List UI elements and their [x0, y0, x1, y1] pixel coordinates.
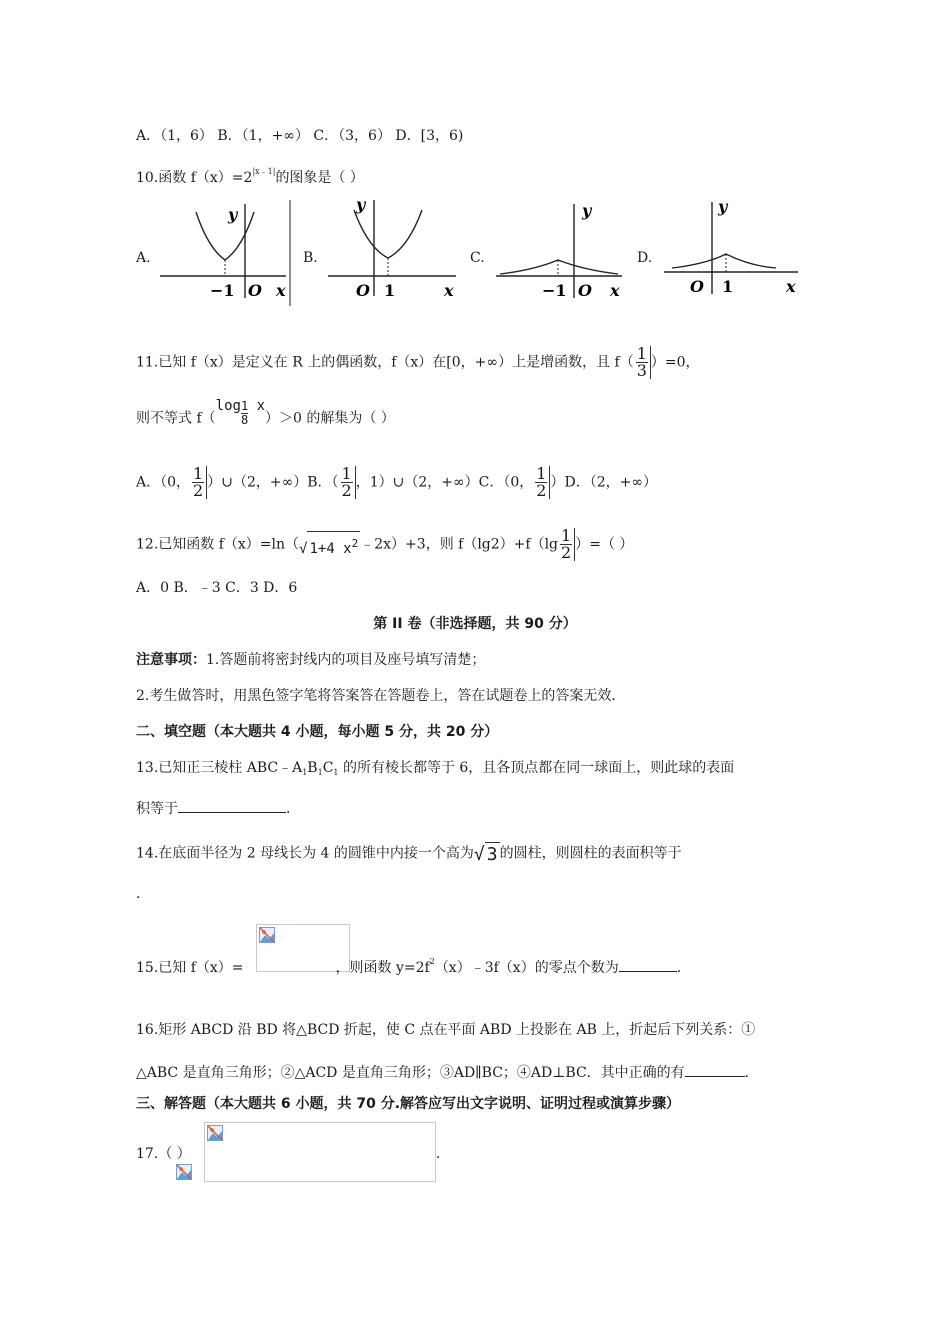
q12-pre: 12.已知函数 f（x）=ln（ — [136, 536, 300, 553]
q10-graph-b-label: B. — [303, 250, 318, 266]
q10-graph-a-plot — [160, 198, 294, 308]
q10-graph-a-label: A. — [136, 250, 151, 266]
q10-graph-c-o: O — [578, 281, 592, 300]
q13-c: C — [322, 760, 334, 776]
q10-stem-pre: 10.函数 f（x）=2 — [136, 170, 253, 186]
q11-opt-b-post: ，1）∪（2，+∞）C．（0， — [355, 474, 534, 491]
q10-graph-a-o: O — [248, 281, 262, 300]
q12-mid: ﹣2x）+3，则 f（lg2）+f（lg — [360, 536, 559, 553]
q11-line1-pre: 11.已知 f（x）是定义在 R 上的偶函数，f（x）在[0，+∞）上是增函数，且 f（ — [136, 354, 634, 371]
q17-end: ． — [436, 1146, 450, 1162]
q13-b: B — [307, 760, 318, 776]
q11-half-a-den: 2 — [193, 481, 204, 500]
q14-pre: 14.在底面半径为 2 母线长为 4 的圆锥中内接一个高为 — [136, 845, 474, 862]
q14-line-1 — [136, 842, 682, 865]
q10-exponent: |x﹣1| — [252, 167, 276, 176]
part-2-title: 二、填空题（本大题共 4 小题，每小题 5 分，共 20 分） — [136, 724, 499, 740]
q16-line2-pre: △ABC 是直角三角形；②△ACD 是直角三角形；③AD∥BC；④AD⊥BC．其中正确的有 — [136, 1065, 685, 1081]
q15-line — [136, 952, 691, 978]
part-3-title: 三、解答题（本大题共 6 小题，共 70 分.解答应写出文字说明、证明过程或演算步骤） — [136, 1096, 681, 1112]
q12-half-den: 2 — [561, 543, 572, 562]
q11-half-b — [339, 466, 356, 499]
q11-half-b-den: 2 — [341, 481, 352, 500]
q17-formula-image — [204, 1122, 436, 1182]
q10-graph-c-tick: −1 — [542, 281, 567, 300]
q12-half-num: 1 — [561, 526, 572, 545]
q14-line-2: ． — [136, 886, 150, 902]
q11-fraction-one-third — [634, 346, 651, 379]
notice-label: 注意事项： — [136, 652, 206, 668]
q13-sub-a: 1 — [302, 768, 308, 777]
q12-options: A．0 B．﹣3 C．3 D．6 — [136, 580, 298, 596]
q14-post: 的圆柱，则圆柱的表面积等于 — [499, 845, 682, 862]
q9-options: A．（1，6） B．（1，+∞） C．（3，6） D．[3，6) — [136, 128, 464, 144]
q15-end: ． — [676, 960, 691, 976]
q10-graph-b-x: x — [444, 281, 454, 300]
q11-half-a — [190, 466, 207, 499]
q17-label: 17.（ ） — [136, 1146, 191, 1162]
broken-image-icon — [259, 927, 275, 943]
q13-answer-blank[interactable] — [178, 798, 286, 813]
q11-log-base-num: 1 — [240, 399, 249, 413]
q11-log-expression — [216, 398, 265, 427]
q10-graph-a-y: y — [228, 205, 238, 224]
q11-half-a-num: 1 — [193, 464, 204, 483]
q10-graph-b-tick: 1 — [384, 281, 396, 300]
q13-sub-c: 1 — [333, 768, 339, 777]
q11-frac-num: 1 — [636, 344, 647, 363]
notice-line-1 — [136, 650, 485, 670]
q16-answer-blank[interactable] — [685, 1062, 745, 1077]
q12-stem — [136, 528, 633, 561]
q11-half-c-den: 2 — [536, 481, 547, 500]
q11-log: log — [215, 398, 241, 414]
notice-item-2: 2.考生做答时，用黑色签字笔将答案答在答题卷上，答在试题卷上的答案无效． — [136, 688, 626, 704]
q12-sqrt: √ 1+4 $x^2$ — [299, 531, 360, 559]
q11-half-b-num: 1 — [341, 464, 352, 483]
q15-answer-blank[interactable] — [619, 957, 677, 972]
q16-line-1: 16.矩形 ABCD 沿 BD 将△BCD 折起，使 C 点在平面 ABD 上投影在 AB 上，折起后下列关系：① — [136, 1022, 756, 1038]
q10-graph-b-y: y — [356, 196, 366, 214]
q10-graph-a-x: x — [276, 281, 286, 300]
q10-graph-d-y: y — [718, 197, 728, 216]
q10-graph-d-x: x — [786, 277, 796, 296]
q11-opt-a-pre: A．（0， — [136, 474, 191, 491]
q11-line1-post: ）=0， — [650, 354, 700, 371]
q10-graph-d-plot — [662, 194, 810, 302]
q13-sub-b: 1 — [317, 768, 323, 777]
q13-line1-post: 的所有棱长都等于 6，且各顶点都在同一球面上，则此球的表面 — [338, 760, 735, 776]
q10-graph-b-plot — [326, 196, 466, 302]
q10-graph-c-x: x — [610, 281, 620, 300]
section-2-title: 第 II 卷（非选择题，共 90 分） — [373, 616, 577, 632]
q12-radicand: 1+4 x — [309, 540, 352, 557]
q11-log-base-den: 8 — [240, 413, 249, 427]
q11-log-x: x — [256, 398, 266, 414]
q10-stem-post: 的图象是（ ） — [275, 170, 364, 186]
q13-line-1 — [136, 758, 734, 783]
q10-graph-a-tick: −1 — [210, 281, 235, 300]
q14-sqrt: √ 3 — [473, 844, 498, 865]
q15-mid: ，则函数 y=2f — [335, 960, 430, 976]
q11-frac-den: 3 — [636, 361, 647, 380]
q12-half — [558, 528, 575, 561]
q15-pre: 15.已知 f（x）= — [136, 960, 244, 976]
q11-log-base — [241, 400, 248, 427]
q16-line-2 — [136, 1062, 759, 1083]
q11-line2-post: ）＞0 的解集为（ ） — [265, 410, 395, 427]
q10-graph-d-o: O — [690, 277, 704, 296]
q11-line-2 — [136, 398, 395, 433]
q11-line-1 — [136, 346, 700, 379]
q16-line2-end: ． — [744, 1065, 759, 1081]
q11-half-c-num: 1 — [536, 464, 547, 483]
q14-sqrt-value: 3 — [486, 844, 498, 865]
q10-stem — [136, 162, 364, 188]
q10-graph-d-label: D. — [637, 250, 653, 266]
q13-line1-pre: 13.已知正三棱柱 ABC﹣A — [136, 760, 303, 776]
q10-graph-c-y: y — [582, 201, 592, 220]
notice-item-1: 1.答题前将密封线内的项目及座号填写清楚； — [206, 652, 486, 668]
q12-post: ）=（ ） — [575, 536, 634, 553]
broken-image-icon — [207, 1125, 223, 1141]
q10-graph-d-tick: 1 — [722, 277, 734, 296]
broken-image-icon — [176, 1164, 192, 1180]
q13-line2-pre: 积等于 — [136, 801, 178, 817]
q15-post: （x）﹣3f（x）的零点个数为 — [434, 960, 619, 976]
q12-radicand-exp: 2 — [351, 536, 359, 550]
q11-opt-c-post: ）D．（2，+∞） — [550, 474, 658, 491]
q13-line2-post: ． — [286, 801, 300, 817]
q13-line-2 — [136, 798, 300, 819]
q11-line2-pre: 则不等式 f（ — [136, 410, 216, 427]
q10-graph-c-plot — [494, 198, 634, 304]
q10-graph-b-o: O — [356, 281, 370, 300]
q11-half-c — [533, 466, 550, 499]
q11-opt-a-post: ）∪（2，+∞）B．（ — [207, 474, 339, 491]
q10-graph-c-label: C. — [470, 250, 485, 266]
q11-options — [136, 466, 657, 499]
q15-exp: 2 — [429, 957, 435, 966]
